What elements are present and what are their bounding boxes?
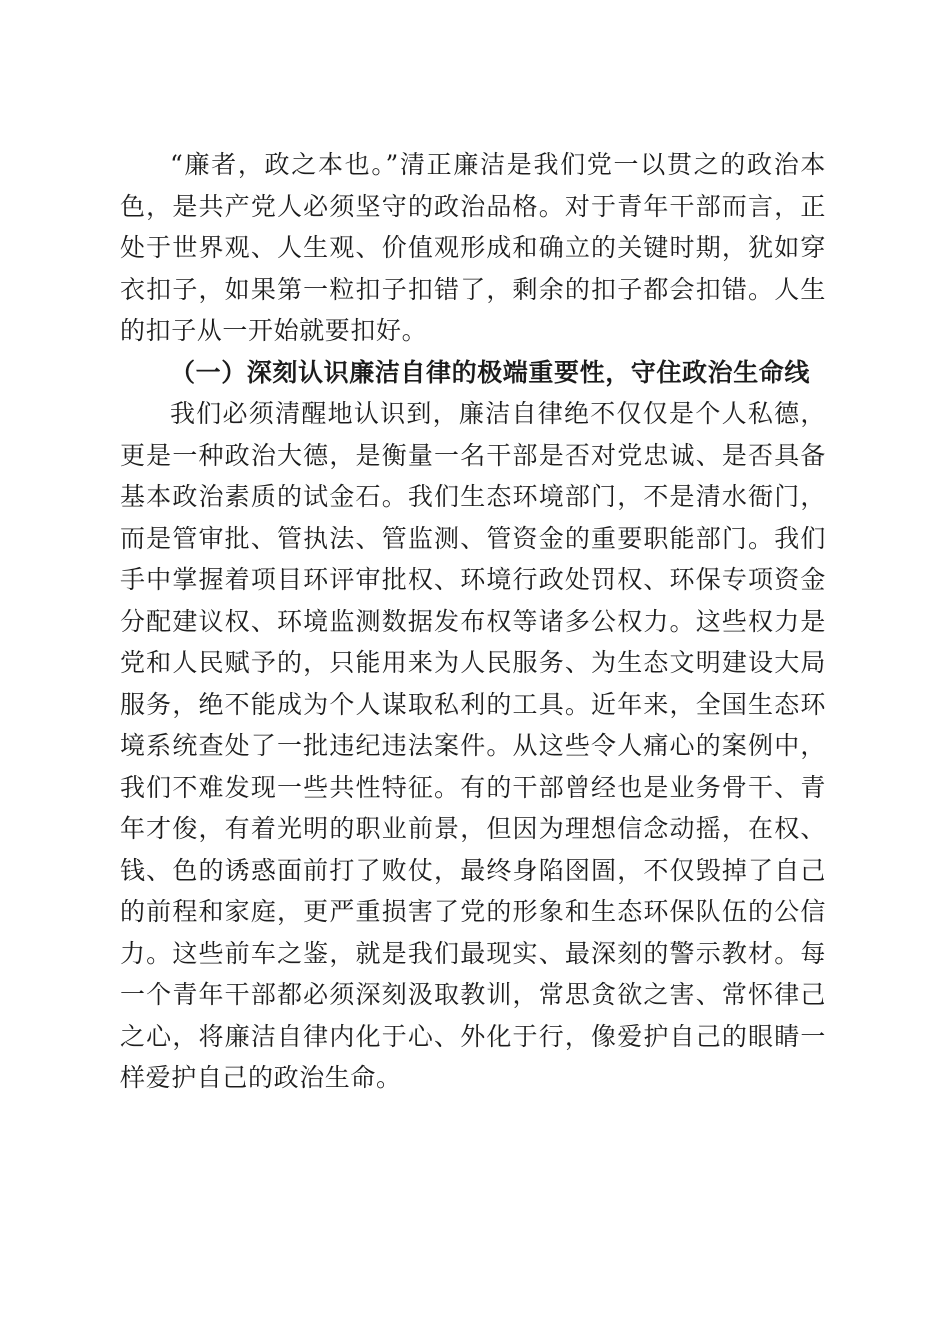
intro-paragraph: “廉者，政之本也。”清正廉洁是我们党一以贯之的政治本色，是共产党人必须坚守的政治品格。对于青年干部而言，正处于世界观、人生观、价值观形成和确立的关键时期，犹如穿衣扣子，如果第一粒扣子扣错了，剩余的扣子都会扣错。人生的扣子从一开始就要扣好。 (120, 150, 826, 345)
section-heading: （一）深刻认识廉洁自律的极端重要性，守住政治生命线 (170, 357, 811, 387)
document-body (120, 144, 826, 1099)
body-paragraph: 我们必须清醒地认识到，廉洁自律绝不仅仅是个人私德，更是一种政治大德，是衡量一名干部是否对党忠诚、是否具备基本政治素质的试金石。我们生态环境部门，不是清水衙门，而是管审批、管执法、管监测、管资金的重要职能部门。我们手中掌握着项目环评审批权、环境行政处罚权、环保专项资金分配建议权、环境监测数据发布权等诸多公权力。这些权力是党和人民赋予的，只能用来为人民服务、为生态文明建设大局服务，绝不能成为个人谋取私利的工具。近年来，全国生态环境系统查处了一批违纪违法案件。从这些令人痛心的案例中，我们不难发现一些共性特征。有的干部曾经也是业务骨干、青年才俊，有着光明的职业前景，但因为理想信念动摇，在权、钱、色的诱惑面前打了败仗，最终身陷囹圄，不仅毁掉了自己的前程和家庭，更严重损害了党的形象和生态环保队伍的公信力。这些前车之鉴，就是我们最现实、最深刻的警示教材。每一个青年干部都必须深刻汲取教训，常思贪欲之害、常怀律己之心，将廉洁自律内化于心、外化于行，像爱护自己的眼睛一样爱护自己的政治生命。 (120, 399, 826, 1092)
